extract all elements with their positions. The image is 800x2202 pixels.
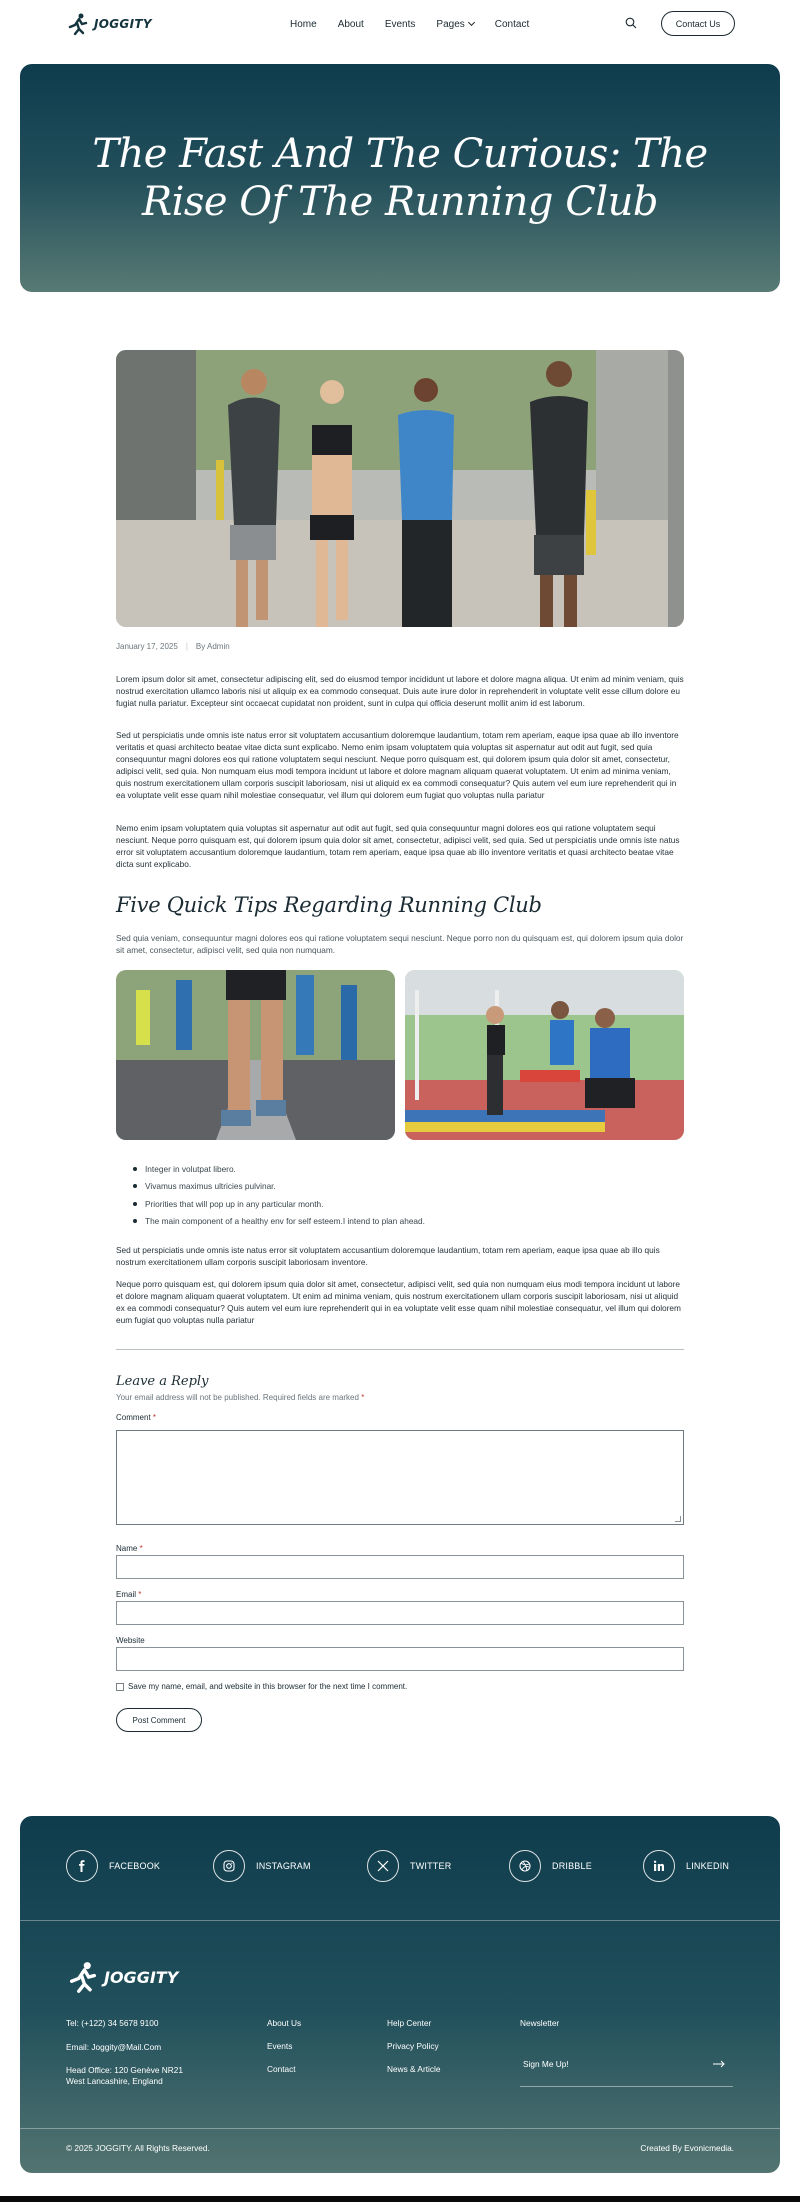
social-twitter[interactable] (367, 1850, 451, 1882)
post-author[interactable]: By Admin (195, 642, 230, 651)
site-footer (20, 1816, 780, 2173)
resize-handle-icon[interactable] (675, 1516, 681, 1522)
page-bottom-bar (0, 2196, 800, 2202)
instagram-icon (213, 1850, 245, 1882)
logo-text: JOGGITY (94, 17, 152, 31)
footer-address-line1: Head Office: 120 Genève NR21 (66, 2065, 183, 2075)
footer-link-events[interactable]: Events (267, 2041, 293, 2051)
site-header (0, 0, 800, 52)
reply-note (116, 1393, 364, 1402)
body-paragraph: Sed ut perspiciatis unde omnis iste natus error sit voluptatem accusantium doloremque laudantium, totam rem aperiam, eaque ipsa quae ab illo inventore veritatis et quasi architecto beatae vitae dicta sunt explicabo. Nemo enim ipsam voluptatem quia voluptas sit aspernatur aut odit aut fugit, sed quia consequuntur magni dolores eos qui ratione voluptatem sequi nesciunt. Neque porro quisquam est, qui dolorem ipsum quia dolor sit amet, consectetur, adipisci velit, sed quia. Non numquam eius modi tempora incidunt ut labore et dolore magnam aliquam quaerat voluptatem. Ut enim ad minima veniam, quis nostrum exercitationem ullam corporis suscipit laboriosam, nisi ut aliquid ex ea commodi consequatur? Quis autem vel eum iure reprehenderit qui in ea voluptate velit esse quam nihil molestiae consequatur, vel illum qui dolorem eum fugiat quo voluptas nulla pariatur (116, 730, 679, 800)
footer-logo[interactable] (66, 1960, 178, 1994)
social-label: DRIBBLE (552, 1861, 592, 1871)
runner-logo-icon (66, 1960, 100, 1994)
social-linkedin[interactable] (643, 1850, 729, 1882)
footer-address-line2: West Lancashire, England (66, 2076, 163, 2086)
nav-pages-label: Pages (436, 19, 465, 30)
required-mark: * (138, 1590, 142, 1599)
required-mark: * (152, 1413, 157, 1422)
tips-list (133, 1160, 425, 1230)
social-label: INSTAGRAM (256, 1861, 311, 1871)
list-item (133, 1213, 425, 1231)
footer-divider (20, 2128, 780, 2129)
list-item (133, 1160, 425, 1178)
comment-label-text: Comment (116, 1413, 151, 1422)
name-label-text: Name (116, 1544, 138, 1553)
social-label: TWITTER (410, 1861, 452, 1871)
comment-label (116, 1413, 156, 1422)
copyright-text: © 2025 JOGGITY. All Rights Reserved. (66, 2143, 210, 2153)
required-mark: * (361, 1393, 365, 1402)
footer-link-news[interactable]: News & Article (387, 2064, 441, 2074)
linkedin-icon (643, 1850, 675, 1882)
name-input[interactable] (116, 1555, 684, 1579)
comment-textarea[interactable] (116, 1430, 684, 1525)
main-nav (290, 19, 529, 30)
hero-banner (20, 64, 780, 292)
footer-link-privacy[interactable]: Privacy Policy (387, 2041, 439, 2051)
list-item-text: The main component of a healthy env for self esteem.I intend to plan ahead. (145, 1216, 425, 1227)
social-label: FACEBOOK (109, 1861, 161, 1871)
body-paragraph: Nemo enim ipsam voluptatem quia voluptas sit aspernatur aut odit aut fugit, sed quia consequuntur magni dolores eos qui ratione voluptatem sequi nesciunt. Neque porro quisquam est, qui dolorem ipsum quia dolor sit amet, consectetur, adipisci velit, sed quia. Sed ut perspiciatis unde omnis iste natus error sit voluptatem accusantium doloremque laudantium, totam rem aperiam, eaque ipsa quae ab illo inventore veritatis et quasi architecto beatae vitae dicta sunt explicabo. (116, 823, 680, 869)
search-icon[interactable] (625, 17, 637, 29)
newsletter-underline (520, 2086, 733, 2087)
bullet-icon (133, 1167, 137, 1171)
nav-about[interactable]: About (337, 19, 364, 30)
post-meta (116, 642, 230, 651)
footer-link-contact[interactable]: Contact (267, 2064, 296, 2074)
newsletter-title: Newsletter (520, 2018, 560, 2028)
email-label-text: Email (116, 1590, 137, 1599)
footer-logo-text: JOGGITY (104, 1967, 179, 1987)
credit-text[interactable]: Created By Evonicmedia. (640, 2143, 734, 2153)
content-divider (116, 1349, 684, 1350)
save-info-label: Save my name, email, and website in this browser for the next time I comment. (128, 1682, 408, 1691)
logo[interactable] (66, 12, 152, 36)
footer-divider (20, 1920, 780, 1921)
nav-contact[interactable]: Contact (494, 19, 530, 30)
email-label (116, 1590, 141, 1599)
save-info-checkbox[interactable] (116, 1683, 124, 1691)
featured-image (116, 350, 684, 627)
footer-phone[interactable]: Tel: (+122) 34 5678 9100 (66, 2018, 159, 2028)
section-heading: Five Quick Tips Regarding Running Club (116, 893, 542, 917)
social-facebook[interactable] (66, 1850, 160, 1882)
bullet-icon (133, 1219, 137, 1223)
social-dribbble[interactable] (509, 1850, 592, 1882)
footer-links-col2 (387, 2018, 440, 2087)
page-title: The Fast And The Curious: The Rise Of The Running Club (92, 131, 708, 225)
nav-home[interactable]: Home (290, 19, 317, 30)
social-instagram[interactable] (213, 1850, 311, 1882)
list-item-text: Vivamus maximus ultricies pulvinar. (145, 1181, 276, 1192)
list-item (133, 1178, 425, 1196)
x-twitter-icon (367, 1850, 399, 1882)
list-item (133, 1195, 425, 1213)
body-paragraph: Sed ut perspiciatis unde omnis iste natus error sit voluptatem accusantium doloremque laudantium, totam rem aperiam, eaque ipsa quae ab illo quis nostrum exercitationem ullam corporis suscipit laboriosam inventore. (116, 1245, 660, 1267)
footer-links-col1 (267, 2018, 301, 2087)
section-intro: Sed quia veniam, consequuntur magni dolores eos qui ratione voluptatem sequi nesciunt. Neque porro non du quisquam est, qui dolorem ipsum quia dolor sit amet, consectetur, adipisci velit, sed quia non numquam. (116, 933, 684, 955)
bullet-icon (133, 1202, 137, 1206)
post-comment-button[interactable]: Post Comment (116, 1708, 202, 1732)
chevron-down-icon (468, 19, 475, 26)
nav-pages[interactable] (436, 19, 473, 30)
stretching-image (405, 970, 684, 1140)
website-label: Website (116, 1636, 145, 1645)
name-label (116, 1544, 143, 1553)
reply-heading: Leave a Reply (116, 1374, 209, 1389)
required-mark: * (139, 1544, 143, 1553)
save-info-row (116, 1682, 407, 1691)
arrow-right-icon[interactable] (713, 2060, 725, 2068)
runner-logo-icon (66, 12, 90, 36)
contact-us-button[interactable]: Contact Us (661, 11, 735, 36)
facebook-icon (66, 1850, 98, 1882)
meta-separator: | (185, 642, 188, 651)
body-paragraph: Lorem ipsum dolor sit amet, consectetur adipiscing elit, sed do eiusmod tempor incididunt ut labore et dolore magna aliqua. Ut enim ad minim veniam, quis nostrud exercitation ullamco laboris nisi ut aliquip ex ea commodo consequat. Duis aute irure dolor in reprehenderit in voluptate velit esse cillum dolore eu fugiat nulla pariatur. Excepteur sint occaecat cupidatat non proident, sunt in culpa qui officia deserunt mollit anim id est laborum. (116, 674, 684, 708)
dribbble-icon (509, 1850, 541, 1882)
body-paragraph: Neque porro quisquam est, qui dolorem ipsum quia dolor sit amet, consectetur, adipisci velit, sed quia non numquam eius modi tempora incidunt ut labore et dolore magnam aliquam quaerat voluptatem. Ut enim ad minima veniam, quis nostrum exercitationem ullam corporis suscipit laboriosam, nisi ut aliquid ex ea commodi consequatur? Quis autem vel eum iure reprehenderit qui in ea voluptate velit esse quam nihil molestiae consequatur, vel illum qui dolorem eum fugiat quo voluptas nulla pariatur (116, 1279, 681, 1325)
post-date: January 17, 2025 (116, 642, 178, 651)
website-input[interactable] (116, 1647, 684, 1671)
footer-link-help[interactable]: Help Center (387, 2018, 432, 2028)
footer-email[interactable]: Email: Joggity@Mail.Com (66, 2042, 162, 2052)
list-item-text: Integer in volutpat libero. (145, 1163, 236, 1174)
newsletter-input[interactable]: Sign Me Up! (523, 2059, 569, 2069)
nav-events[interactable]: Events (384, 19, 416, 30)
social-label: LINKEDIN (686, 1861, 730, 1871)
list-item-text: Priorities that will pop up in any particular month. (145, 1198, 324, 1209)
bullet-icon (133, 1184, 137, 1188)
email-input[interactable] (116, 1601, 684, 1625)
footer-link-about[interactable]: About Us (267, 2018, 302, 2028)
marathon-image (116, 970, 395, 1140)
reply-note-text: Your email address will not be published. Required fields are marked (116, 1393, 359, 1402)
